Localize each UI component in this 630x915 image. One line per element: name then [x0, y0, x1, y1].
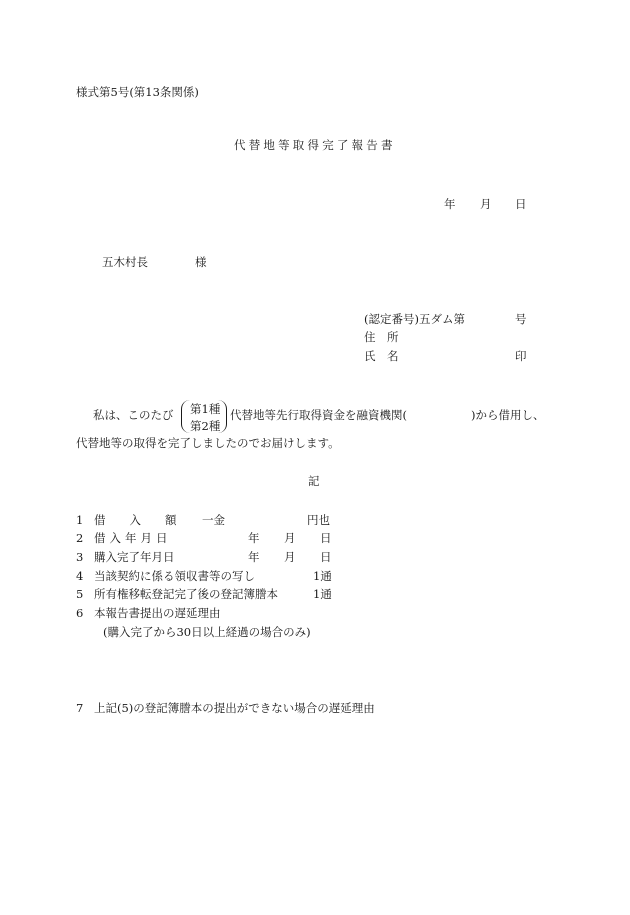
item-number: 5: [76, 587, 84, 601]
body-middle: 代替地等先行取得資金を融資機関(: [230, 408, 407, 422]
type-option-1: 第1種: [190, 402, 221, 416]
form-number: 様式第5号(第13条関係): [76, 85, 199, 99]
name-label: 氏 名: [364, 349, 399, 363]
addressee-name: 五木村長: [102, 255, 148, 269]
seal-mark: 印: [515, 349, 527, 363]
item-number: 6: [76, 606, 84, 620]
address-label: 住 所: [364, 330, 399, 344]
item-label: 当該契約に係る領収書等の写し: [94, 569, 255, 583]
item-unit: 円也: [307, 513, 330, 527]
item-number: 2: [76, 531, 84, 545]
body-line-2: 代替地等の取得を完了しましたのでお届けします。: [76, 436, 340, 450]
item-label: 所有権移転登記完了後の登記簿謄本: [94, 587, 278, 601]
cert-number-suffix: 号: [515, 312, 527, 326]
item-month: 月: [284, 550, 296, 564]
ki-heading: 記: [308, 474, 320, 488]
item-number: 3: [76, 550, 84, 564]
item-day: 日: [320, 531, 332, 545]
date-day: 日: [515, 197, 527, 211]
body-lead: 私は、このたび: [93, 408, 174, 422]
item-count: 1通: [313, 587, 332, 601]
document-title: 代替地等取得完了報告書: [234, 138, 396, 152]
item-year: 年: [248, 550, 260, 564]
item-label: 本報告書提出の遅延理由: [94, 606, 221, 620]
item-day: 日: [320, 550, 332, 564]
item-label: 上記(5)の登記簿謄本の提出ができない場合の遅延理由: [94, 701, 375, 715]
item-number: 4: [76, 569, 84, 583]
date-year: 年: [444, 197, 456, 211]
item-note: (購入完了から30日以上経過の場合のみ): [103, 625, 311, 639]
item-year: 年: [248, 531, 260, 545]
cert-number-label: (認定番号)五ダム第: [364, 312, 465, 326]
item-label: 購入完了年月日: [94, 550, 175, 564]
item-label: 借入額: [94, 513, 201, 527]
item-prefix: 一金: [202, 513, 225, 527]
item-number: 1: [76, 513, 84, 527]
addressee-honorific: 様: [195, 255, 207, 269]
item-number: 7: [76, 701, 84, 715]
type-option-2: 第2種: [190, 419, 221, 433]
item-month: 月: [284, 531, 296, 545]
item-count: 1通: [313, 569, 332, 583]
body-end: )から借用し、: [471, 408, 545, 422]
date-month: 月: [480, 197, 492, 211]
item-label: 借入年月日: [94, 531, 172, 545]
